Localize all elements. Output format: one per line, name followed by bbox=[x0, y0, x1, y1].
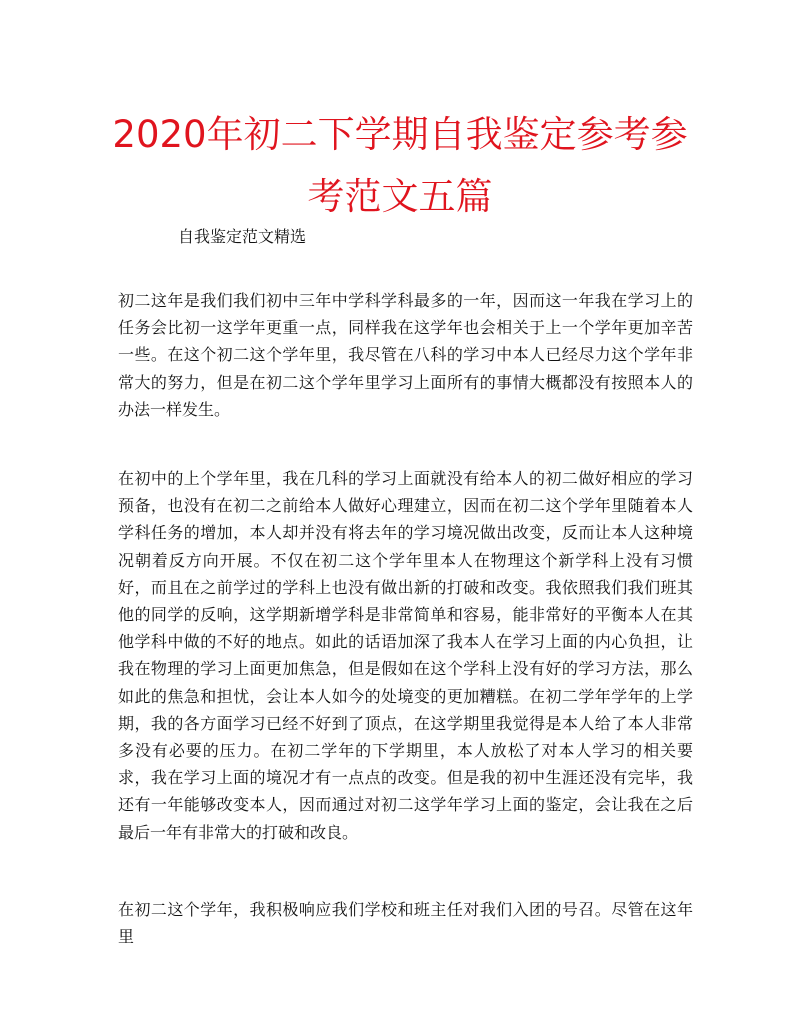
paragraph: 初二这年是我们我们初中三年中学科学科最多的一年，因而这一年我在学习上的任务会比初一这学年更重一点，同样我在这学年也会相关于上一个学年更加辛苦一些。在这个初二这个学年里，我尽管在八科的学习中本人已经尽力这个学年非常大的努力，但是在初二这个学年里学习上面所有的事情大概都没有按照本人的办法一样发生。 bbox=[118, 291, 693, 419]
paragraph: 在初二这个学年，我积极响应我们学校和班主任对我们入团的号召。尽管在这年里 bbox=[118, 900, 693, 947]
document-title: 2020年初二下学期自我鉴定参考参考范文五篇 bbox=[112, 113, 688, 218]
document-subtitle: 自我鉴定范文精选 bbox=[178, 227, 307, 246]
paragraph: 在初中的上个学年里，我在几科的学习上面就没有给本人的初二做好相应的学习预备，也没有在初二之前给本人做好心理建立，因而在初二这个学年里随着本人学科任务的增加，本人却并没有将去年的学习境况做出改变，反而让本人这种境况朝着反方向开展。不仅在初二这个学年里本人在物理这个新学科上没有习惯好，而且在之前学过的学科上也没有做出新的打破和改变。我依照我们我们班其他的同学的反响，这学期新增学科是非常简单和容易，能非常好的平衡本人在其他学科中做的不好的地点。如此的话语加深了我本人在学习上面的内心负担，让我在物理的学习上面更加焦急，但是假如在这个学科上没有好的学习方法，那么如此的焦急和担忧，会让本人如今的处境变的更加糟糕。在初二学年学年的上学期，我的各方面学习已经不好到了顶点，在这学期里我觉得是本人给了本人非常多没有必要的压力。在初二学年的下学期里，本人放松了对本人学习的相关要求，我在学习上面的境况才有一点点的改变。但是我的初中生涯还没有完毕，我还有一年能够改变本人，因而通过对初二这学年学习上面的鉴定，会让我在之后最后一年有非常大的打破和改良。 bbox=[118, 469, 693, 842]
